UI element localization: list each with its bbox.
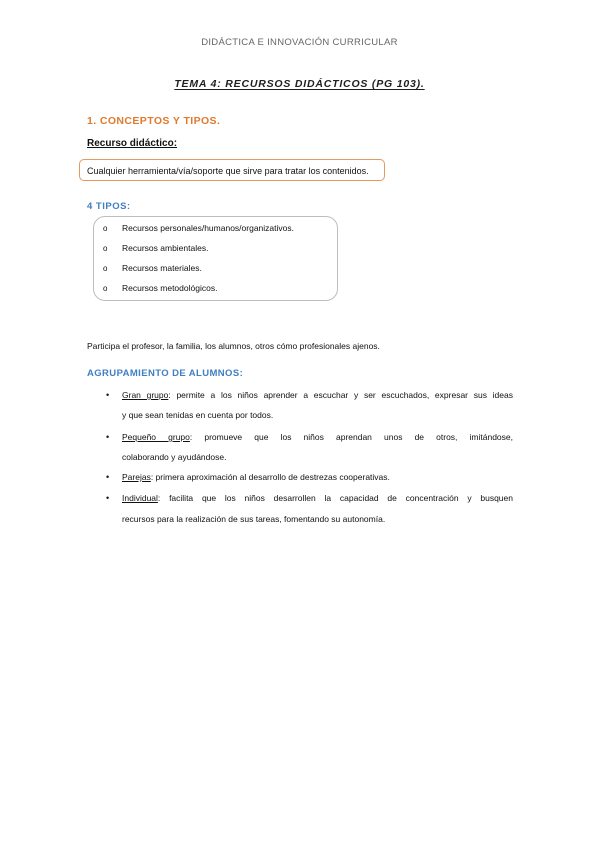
list-item (103, 283, 217, 293)
list-item-line: recursos para la realización de sus tareas, fomentando su autonomía. (122, 514, 386, 524)
list-item-line (122, 432, 513, 442)
list-item-text: : facilita que los niños desarrollen la capacidad de concentración y busquen (157, 493, 513, 503)
list-item-text: : permite a los niños aprender a escuchar y ser escuchados, expresar sus ideas (168, 390, 513, 400)
list-item-term: Pequeño grupo (122, 432, 190, 442)
running-header: DIDÁCTICA E INNOVACIÓN CURRICULAR (201, 37, 398, 48)
list-item (103, 223, 294, 233)
bullet-dot-icon: • (106, 390, 110, 400)
term-label-recurso-didactico: Recurso didáctico: (87, 138, 178, 149)
section-heading-agrupamiento: AGRUPAMIENTO DE ALUMNOS: (87, 368, 244, 379)
list-item-line (122, 493, 513, 503)
list-item-term: Parejas (122, 472, 151, 482)
section-heading-conceptos: 1. CONCEPTOS Y TIPOS. (87, 115, 221, 127)
list-item-text: : primera aproximación al desarrollo de destrezas cooperativas. (150, 472, 390, 482)
list-item-line: y que sean tenidas en cuenta por todos. (122, 410, 274, 420)
list-item (103, 243, 208, 253)
list-item-line (122, 472, 390, 482)
section-heading-tipos: 4 TIPOS: (87, 201, 131, 212)
list-item-text: Recursos ambientales. (122, 243, 209, 253)
bullet-dot-icon: • (106, 432, 110, 442)
list-item-line (122, 390, 513, 400)
list-item-text: : promueve que los niños aprendan unos de otros, imitándose, (189, 432, 513, 442)
participation-paragraph: Participa el profesor, la familia, los alumnos, otros cómo profesionales ajenos. (87, 341, 380, 351)
list-item (103, 263, 202, 273)
list-item-text: Recursos metodológicos. (122, 283, 218, 293)
list-item-text: Recursos materiales. (122, 263, 202, 273)
definition-text: Cualquier herramienta/vía/soporte que sirve para tratar los contenidos. (87, 166, 369, 176)
circle-bullet-icon: o (103, 224, 108, 233)
list-item-term: Gran grupo (122, 390, 169, 400)
bullet-dot-icon: • (106, 472, 110, 482)
circle-bullet-icon: o (103, 244, 108, 253)
bullet-dot-icon: • (106, 493, 110, 503)
circle-bullet-icon: o (103, 284, 108, 293)
list-item-text: Recursos personales/humanos/organizativos. (122, 223, 294, 233)
list-item-line: colaborando y ayudándose. (122, 452, 227, 462)
list-item-term: Individual (122, 493, 158, 503)
page-title: TEMA 4: RECURSOS DIDÁCTICOS (PG 103). (174, 78, 425, 90)
circle-bullet-icon: o (103, 264, 108, 273)
